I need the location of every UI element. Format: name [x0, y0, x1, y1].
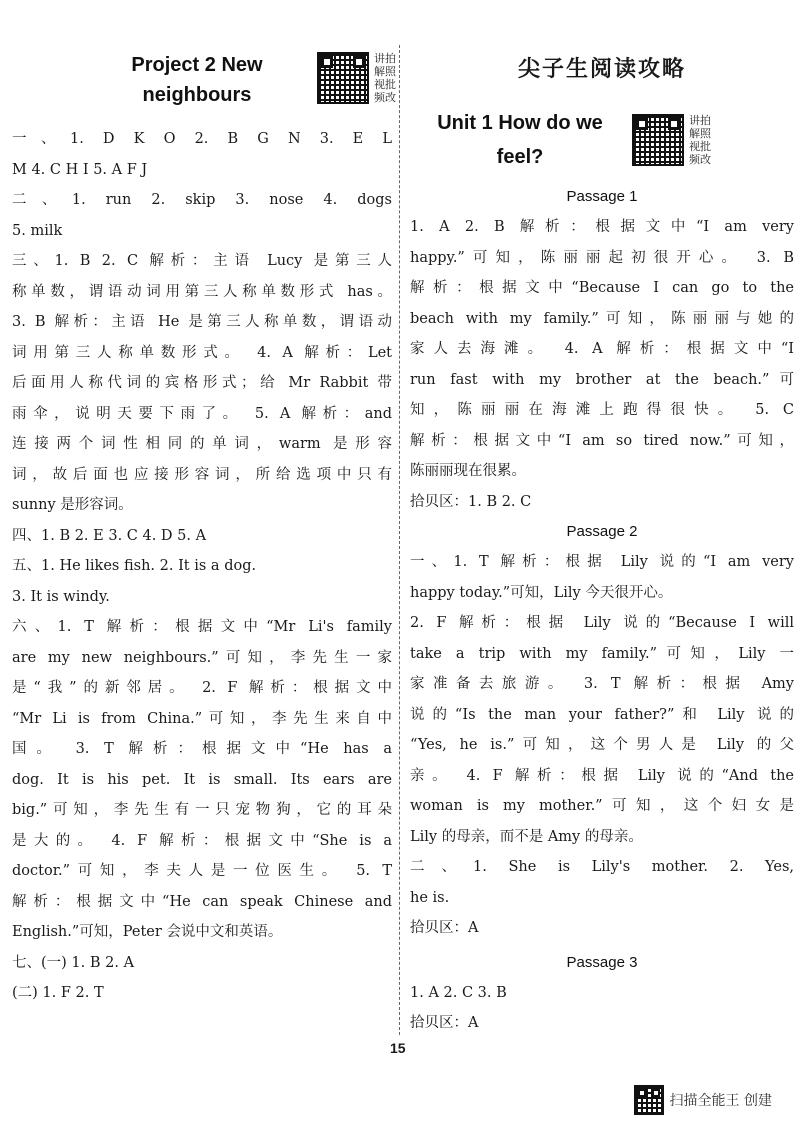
qr-label: [687, 114, 713, 166]
answer-line: 一、1. T 解析：根据 Lily 说的“I am very: [410, 554, 794, 570]
qr-label-line: 视批: [689, 140, 711, 153]
answer-line: 陈丽丽现在很累。: [410, 463, 526, 479]
answer-line: English.”可知，Peter 会说中文和英语。: [12, 924, 283, 940]
answer-line: woman is my mother.”可知，这个妇女是: [410, 798, 794, 814]
answer-line: 拾贝区：A: [410, 920, 479, 936]
answer-line: 解析：根据文中“I am so tired now.”可知，: [410, 432, 794, 449]
answer-line: sunny 是形容词。: [12, 497, 133, 513]
answer-line: 六、1. T 解析：根据文中“Mr Li's family: [12, 619, 392, 635]
answer-line: Lily 的母亲，而不是 Amy 的母亲。: [410, 828, 643, 845]
answer-line: 家准备去旅游。 3. T 解析：根据 Amy: [410, 676, 794, 692]
answer-line: 1. A 2. C 3. B: [410, 984, 507, 1001]
passage1-answers: [410, 212, 794, 517]
footer-text: 扫描全能王 创建: [669, 1093, 772, 1109]
answer-line: 1. A 2. B 解析：根据文中“I am very: [410, 219, 794, 235]
column-divider: [399, 45, 400, 1035]
answer-line: 知，陈丽丽在海滩上跑得很快。 5. C: [410, 402, 794, 418]
answer-line: run fast with my brother at the beach.”可: [410, 371, 794, 388]
answer-line: 二、1. She is Lily's mother. 2. Yes,: [410, 859, 794, 875]
answer-line: “Mr Li is from China.”可知，李先生来自中: [12, 710, 392, 727]
answer-line: 词，故后面也应接形容词，所给选项中只有: [12, 466, 392, 483]
answer-line: 亲。 4. F 解析：根据 Lily 说的“And the: [410, 767, 794, 784]
qr-code-icon[interactable]: [317, 52, 369, 104]
answer-line: big.”可知，李先生有一只宠物狗，它的耳朵: [12, 802, 392, 818]
project-title-line2: neighbours: [142, 84, 252, 106]
qr-label-line: 频改: [689, 153, 711, 166]
answer-line: 后面用人称代词的宾格形式；给 Mr Rabbit 带: [12, 375, 392, 391]
answer-line: 3. It is windy.: [12, 588, 110, 605]
answer-line: 5. milk: [12, 222, 63, 239]
answer-line: he is.: [410, 889, 450, 906]
qr-label-line: 视批: [374, 78, 396, 91]
answer-line: 是“我”的新邻居。 2. F 解析：根据文中: [12, 680, 392, 696]
answer-line: happy today.”可知，Lily 今天很开心。: [410, 584, 673, 601]
section-title: 尖子生阅读攻略: [517, 57, 686, 82]
passage-heading: Passage 3: [566, 953, 638, 971]
answer-line: 七、(一) 1. B 2. A: [12, 954, 135, 971]
answer-line: 连接两个词性相同的单词，warm 是形容: [12, 436, 392, 452]
passage2-answers: [410, 547, 794, 944]
answer-line: 解析：根据文中“He can speak Chinese and: [12, 893, 392, 910]
answer-line: 雨伞，说明天要下雨了。 5. A 解析：and: [12, 405, 392, 422]
answer-line: 解析：根据文中“Because I can go to the: [410, 280, 794, 296]
answer-line: are my new neighbours.”可知，李先生一家: [12, 649, 392, 666]
answer-line: 拾贝区：1. B 2. C: [410, 493, 532, 510]
answer-line: (二) 1. F 2. T: [12, 985, 104, 1001]
unit-qr[interactable]: [632, 114, 713, 166]
passage-heading: Passage 1: [566, 188, 638, 205]
answer-line: 三、1. B 2. C 解析：主语 Lucy 是第三人: [12, 253, 392, 269]
answer-line: 3. B 解析：主语 He 是第三人称单数，谓语动: [12, 314, 392, 330]
right-column: [410, 40, 794, 1039]
project-qr[interactable]: [317, 52, 398, 104]
answer-line: beach with my family.”可知，陈丽丽与她的: [410, 310, 794, 327]
answer-line: happy.”可知，陈丽丽起初很开心。 3. B: [410, 249, 794, 266]
answer-line: dog. It is his pet. It is small. Its ears are: [12, 771, 392, 788]
project-title-line1: Project 2 New: [131, 54, 263, 76]
answer-line: 五、1. He likes fish. 2. It is a dog.: [12, 558, 257, 574]
qr-code-icon[interactable]: [632, 114, 684, 166]
answer-line: “Yes, he is.”可知，这个男人是 Lily 的父: [410, 737, 794, 753]
qr-label: [372, 52, 398, 104]
answer-line: 国。 3. T 解析：根据文中“He has a: [12, 741, 392, 757]
qr-code-icon: [634, 1085, 664, 1115]
qr-label-line: 解照: [374, 65, 396, 78]
page-number: 15: [390, 1040, 406, 1056]
unit-title-line1: Unit 1 How do we: [437, 112, 603, 134]
answer-line: 家人去海滩。 4. A 解析：根据文中“I: [410, 341, 794, 357]
answer-line: 拾贝区：A: [410, 1015, 479, 1031]
answer-line: take a trip with my family.”可知，Lily 一: [410, 645, 794, 662]
qr-label-line: 频改: [374, 91, 396, 104]
passage-heading: Passage 2: [566, 523, 638, 540]
answer-line: 二、1. run 2. skip 3. nose 4. dogs: [12, 192, 392, 208]
answer-line: 是大的。 4. F 解析：根据文中“She is a: [12, 832, 392, 849]
qr-label-line: 解照: [689, 127, 711, 140]
answer-line: M 4. C H I 5. A F J: [12, 161, 148, 178]
qr-label-line: 讲拍: [374, 52, 396, 65]
answer-line: 说的“Is the man your father?”和 Lily 说的: [410, 706, 794, 723]
answer-line: 四、1. B 2. E 3. C 4. D 5. A: [12, 527, 207, 544]
passage3-answers: [410, 978, 794, 1039]
answer-line: 称单数，谓语动词用第三人称单数形式 has。: [12, 283, 392, 300]
scanner-footer: [634, 1085, 772, 1115]
answer-line: doctor.”可知，李夫人是一位医生。 5. T: [12, 863, 392, 879]
unit-header: [410, 100, 794, 182]
unit-title-line2: feel?: [496, 146, 544, 168]
project-header: [12, 40, 396, 120]
left-column: [12, 40, 396, 1009]
answer-line: 一、1. D K O 2. B G N 3. E L: [12, 131, 392, 147]
unit-title: [415, 106, 625, 174]
answer-list: [12, 124, 392, 1009]
answer-line: 词用第三人称单数形式。 4. A 解析：Let: [12, 344, 392, 361]
answer-line: 2. F 解析：根据 Lily 说的“Because I will: [410, 615, 794, 631]
project-title: [102, 50, 292, 110]
qr-label-line: 讲拍: [689, 114, 711, 127]
